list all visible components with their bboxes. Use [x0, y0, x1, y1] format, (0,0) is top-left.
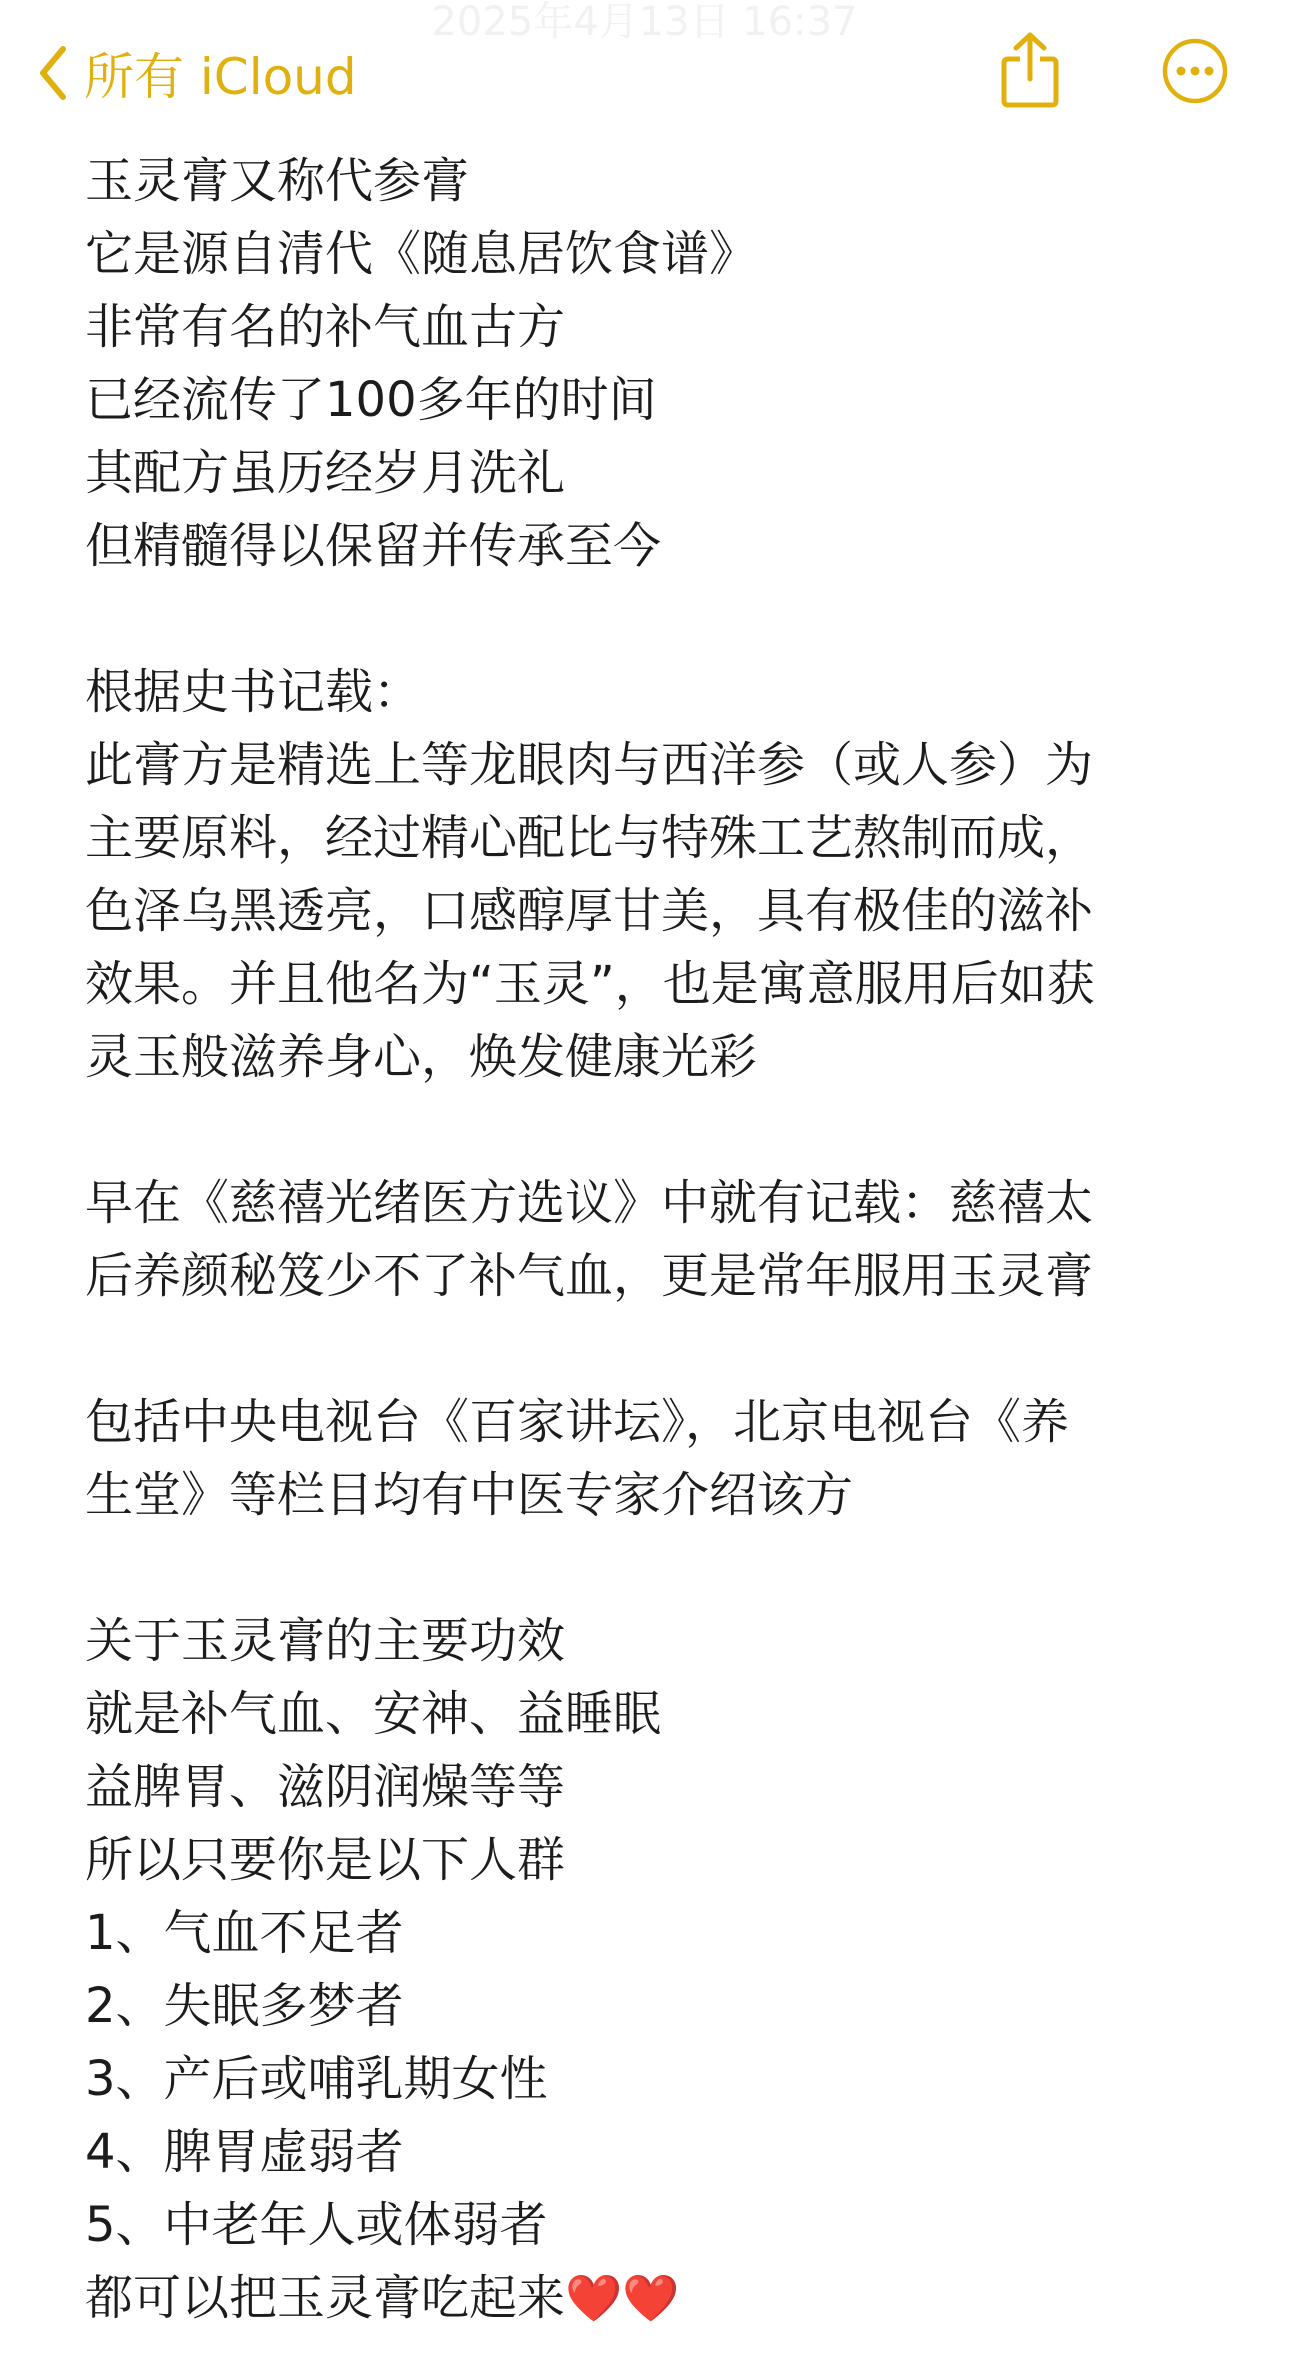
- note-line: 玉灵膏又称代参膏: [85, 153, 470, 209]
- note-blank-line: [85, 1313, 1215, 1386]
- note-line: 主要原料，经过精心配比与特殊工艺熬制而成，: [85, 810, 1094, 866]
- navigation-bar: [0, 0, 1289, 140]
- back-button-label: 所有 iCloud: [84, 48, 357, 106]
- note-line: 1、气血不足者: [85, 1905, 404, 1961]
- note-body[interactable]: [85, 145, 1215, 2335]
- note-line: 其配方虽历经岁月洗礼: [85, 445, 566, 501]
- note-line: 关于玉灵膏的主要功效: [85, 1613, 566, 1669]
- share-icon: [998, 31, 1062, 113]
- note-date: 2025年4月13日 16:37: [431, 0, 858, 45]
- chevron-left-icon: [30, 38, 74, 108]
- heart-emoji-icon: ❤️❤️: [565, 2271, 680, 2325]
- note-line: 但精髓得以保留并传承至今: [85, 518, 662, 574]
- note-line: 4、脾胃虚弱者: [85, 2124, 404, 2180]
- more-ellipsis-icon: [1161, 37, 1229, 109]
- note-line: 包括中央电视台《百家讲坛》，北京电视台《养: [85, 1394, 1070, 1450]
- note-blank-line: [85, 583, 1215, 656]
- note-line: 它是源自清代《随息居饮食谱》: [85, 226, 758, 282]
- note-line: 效果。并且他名为“玉灵”，也是寓意服用后如获: [85, 956, 1095, 1012]
- note-line: 色泽乌黑透亮，口感醇厚甘美，具有极佳的滋补: [85, 883, 1094, 939]
- note-line: 非常有名的补气血古方: [85, 299, 566, 355]
- note-line: 生堂》等栏目均有中医专家介绍该方: [85, 1467, 854, 1523]
- note-line: 根据史书记载：: [85, 664, 422, 720]
- back-button[interactable]: [30, 38, 357, 108]
- note-line: 早在《慈禧光绪医方选议》中就有记载：慈禧太: [85, 1175, 1094, 1231]
- share-button[interactable]: [990, 30, 1070, 114]
- note-line: 5、中老年人或体弱者: [85, 2197, 548, 2253]
- note-line: 后养颜秘笈少不了补气血，更是常年服用玉灵膏: [85, 1248, 1094, 1304]
- note-line: 益脾胃、滋阴润燥等等: [85, 1759, 566, 1815]
- note-line: 2、失眠多梦者: [85, 1978, 404, 2034]
- more-button[interactable]: [1160, 38, 1230, 108]
- note-line: 灵玉般滋养身心，焕发健康光彩: [85, 1029, 758, 1085]
- note-line-text: 都可以把玉灵膏吃起来: [85, 2270, 566, 2326]
- note-line: 就是补气血、安神、益睡眠: [85, 1686, 662, 1742]
- note-line: 所以只要你是以下人群: [85, 1832, 566, 1888]
- note-line: 此膏方是精选上等龙眼肉与西洋参（或人参）为: [85, 737, 1094, 793]
- note-line: 3、产后或哺乳期女性: [85, 2051, 548, 2107]
- note-line: 已经流传了100多年的时间: [85, 372, 657, 428]
- note-line: [85, 2262, 1215, 2335]
- note-blank-line: [85, 1094, 1215, 1167]
- note-blank-line: [85, 1532, 1215, 1605]
